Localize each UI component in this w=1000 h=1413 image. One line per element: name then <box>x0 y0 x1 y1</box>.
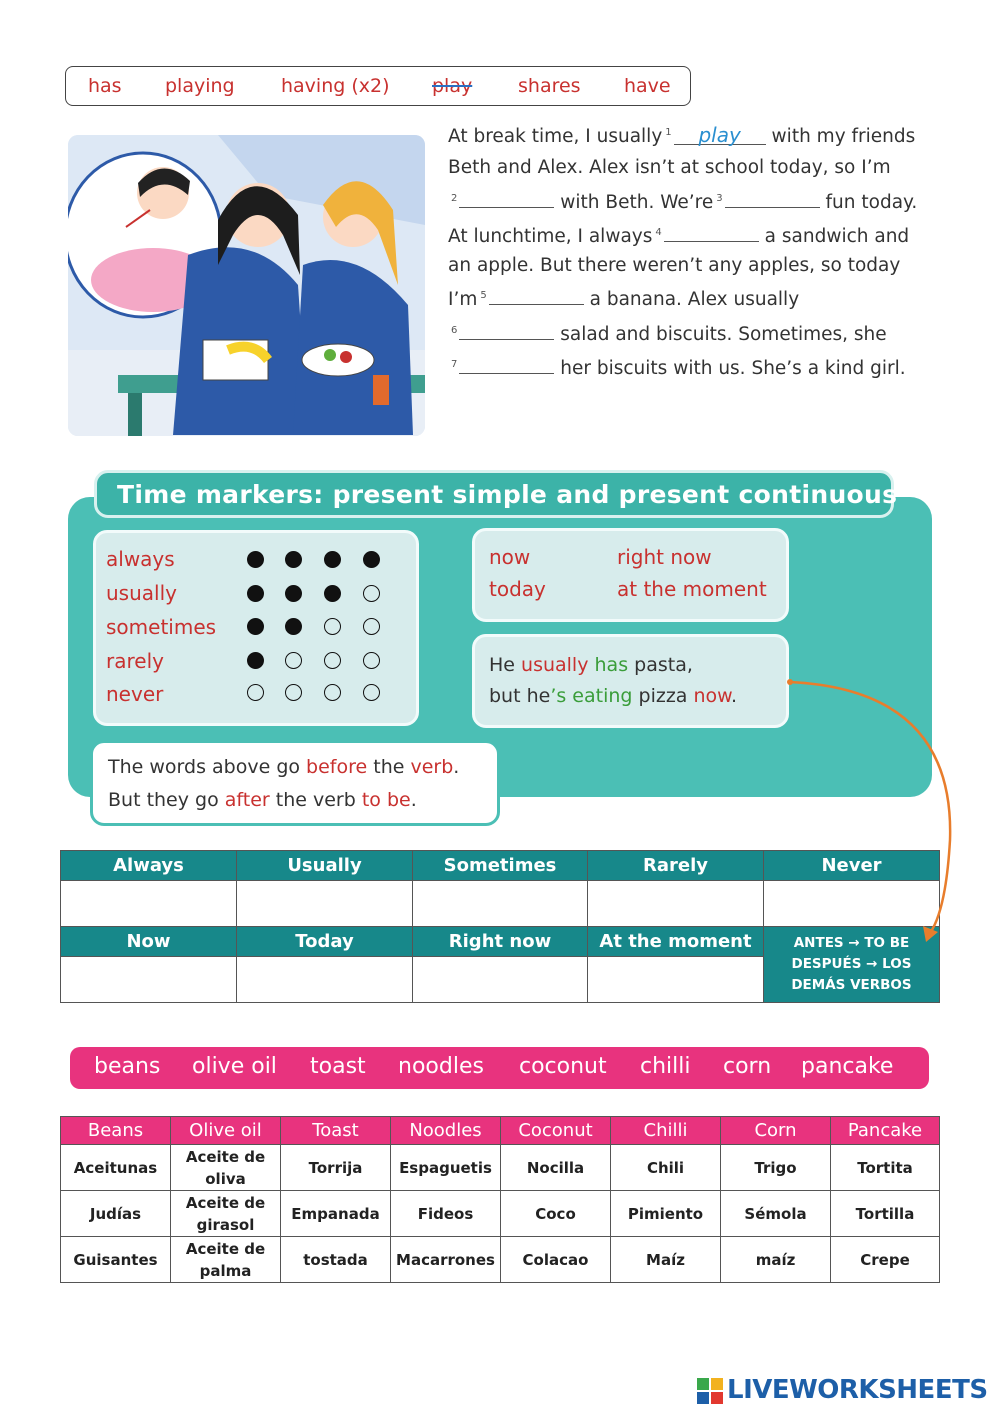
food-header: Coconut <box>501 1117 611 1145</box>
gap-7[interactable] <box>459 356 554 374</box>
food-cell: Macarrones <box>391 1237 501 1283</box>
story-text: At break time, I usually <box>448 126 663 147</box>
rule-keyword: before <box>306 756 368 778</box>
food-cell: maíz <box>721 1237 831 1283</box>
food-word[interactable]: pancake <box>801 1054 894 1079</box>
frequency-dot-empty <box>324 618 341 635</box>
frequency-dot-filled <box>247 551 264 568</box>
frequency-word: sometimes <box>106 615 217 639</box>
marker-right-now: right now <box>617 545 712 569</box>
food-cell: Tortilla <box>831 1191 940 1237</box>
frequency-dot-empty <box>247 684 264 701</box>
gap-number: 3 <box>716 192 723 204</box>
word-bank-item[interactable]: has <box>88 75 122 97</box>
frequency-dot-filled <box>324 551 341 568</box>
food-cell: Colacao <box>501 1237 611 1283</box>
food-header: Toast <box>281 1117 391 1145</box>
food-word[interactable]: corn <box>723 1054 772 1079</box>
example-verb: ’s eating <box>550 685 633 707</box>
table-header: Sometimes <box>413 851 588 881</box>
rule-line <box>108 756 459 778</box>
story-text: with my friends <box>771 126 916 147</box>
gap-number: 7 <box>451 358 458 370</box>
gap-2[interactable] <box>459 190 554 208</box>
food-cell: Aceite de girasol <box>171 1191 281 1237</box>
frequency-word: rarely <box>106 649 164 673</box>
example-text: pasta, <box>628 654 693 676</box>
frequency-dot-empty <box>324 684 341 701</box>
example-line <box>489 685 737 707</box>
story-illustration <box>68 135 425 436</box>
marker-today: today <box>489 577 546 601</box>
time-markers-box <box>472 528 789 622</box>
girls-lunch-illustration <box>68 135 425 436</box>
table-row <box>61 1145 940 1191</box>
example-box <box>472 634 789 728</box>
table-header: Today <box>237 927 413 957</box>
food-word[interactable]: beans <box>94 1054 161 1079</box>
story-text: a sandwich and <box>764 226 910 247</box>
frequency-word: always <box>106 547 175 571</box>
table-header: Usually <box>237 851 413 881</box>
food-cell: Chili <box>611 1145 721 1191</box>
answer-cell[interactable] <box>588 957 764 1003</box>
rule-text: But they go <box>108 789 225 811</box>
food-cell: Coco <box>501 1191 611 1237</box>
food-header: Corn <box>721 1117 831 1145</box>
example-text: He <box>489 654 522 676</box>
story-text: fun today. <box>825 192 918 213</box>
table-header: Never <box>764 851 940 881</box>
frequency-word: never <box>106 682 164 706</box>
example-line <box>489 654 693 676</box>
story-text: with Beth. We’re <box>560 192 714 213</box>
frequency-dot-filled <box>247 618 264 635</box>
gap-1-filled[interactable]: play <box>674 127 766 145</box>
story-line <box>448 157 891 178</box>
table-header: At the moment <box>588 927 764 957</box>
example-verb: has <box>594 654 629 676</box>
logo-icon <box>697 1378 725 1406</box>
answer-cell[interactable] <box>61 881 237 927</box>
gap-number: 5 <box>480 289 487 301</box>
answer-cell[interactable] <box>61 957 237 1003</box>
orange-arrow <box>780 670 970 950</box>
food-cell: Espaguetis <box>391 1145 501 1191</box>
frequency-dot-filled <box>285 618 302 635</box>
food-cell: Maíz <box>611 1237 721 1283</box>
story-text: an apple. But there weren’t any apples, so today <box>448 255 901 276</box>
food-header: Chilli <box>611 1117 721 1145</box>
gap-4[interactable] <box>664 224 759 242</box>
gap-number: 1 <box>665 126 672 138</box>
grammar-title-banner <box>94 470 898 518</box>
food-cell: Aceitunas <box>61 1145 171 1191</box>
frequency-dot-filled <box>247 585 264 602</box>
frequency-dot-filled <box>285 585 302 602</box>
rule-text: the <box>367 756 411 778</box>
rule-text: . <box>453 756 460 778</box>
story-text: I’m <box>448 289 478 310</box>
food-word[interactable]: noodles <box>398 1054 484 1079</box>
story-text: At lunchtime, I always <box>448 226 653 247</box>
food-cell: Tortita <box>831 1145 940 1191</box>
gap-5[interactable] <box>489 287 584 305</box>
story-text: salad and biscuits. Sometimes, she <box>560 324 887 345</box>
story-line <box>448 123 916 147</box>
food-header: Noodles <box>391 1117 501 1145</box>
food-word[interactable]: coconut <box>519 1054 607 1079</box>
story-line <box>448 356 906 379</box>
food-table <box>60 1116 940 1283</box>
gap-number: 6 <box>451 324 458 336</box>
table-header: Always <box>61 851 237 881</box>
story-text: her biscuits with us. She’s a kind girl. <box>560 358 906 379</box>
word-bank-item[interactable]: have <box>624 75 671 97</box>
example-text: pizza <box>632 685 694 707</box>
food-cell: Trigo <box>721 1145 831 1191</box>
word-bank-item[interactable]: playing <box>165 75 235 97</box>
gap-6[interactable] <box>459 322 554 340</box>
example-text: but he <box>489 685 551 707</box>
food-word[interactable]: olive oil <box>192 1054 277 1079</box>
frequency-dot-empty <box>324 652 341 669</box>
word-bank-item[interactable]: having (x2) <box>281 75 390 97</box>
food-header: Beans <box>61 1117 171 1145</box>
food-header: Olive oil <box>171 1117 281 1145</box>
table-header: Right now <box>413 927 588 957</box>
food-word[interactable]: chilli <box>640 1054 691 1079</box>
note-line: ANTES → TO BE <box>793 935 910 951</box>
word-bank-item-used[interactable]: play <box>432 75 473 97</box>
food-cell: Nocilla <box>501 1145 611 1191</box>
table-header: Rarely <box>588 851 764 881</box>
logo-text: LIVEWORKSHEETS <box>727 1375 988 1405</box>
food-word[interactable]: toast <box>310 1054 366 1079</box>
table-row <box>61 1191 940 1237</box>
story-line <box>448 322 887 345</box>
table-row <box>61 1237 940 1283</box>
rule-text: the verb <box>269 789 362 811</box>
rule-text: . <box>410 789 417 811</box>
frequency-dot-empty <box>285 684 302 701</box>
frequency-dot-empty <box>363 652 380 669</box>
frequency-dot-filled <box>285 551 302 568</box>
example-frequency-word: usually <box>521 654 589 676</box>
story-line <box>448 224 909 247</box>
frequency-dot-filled <box>324 585 341 602</box>
gap-3[interactable] <box>725 190 820 208</box>
answer-cell[interactable] <box>237 957 413 1003</box>
story-text: Beth and Alex. Alex isn’t at school today, so I’m <box>448 157 891 178</box>
answer-cell[interactable] <box>413 881 588 927</box>
food-cell: Guisantes <box>61 1237 171 1283</box>
rule-keyword: after <box>224 789 270 811</box>
marker-at-the-moment: at the moment <box>617 577 767 601</box>
rule-box <box>90 740 500 826</box>
example-text: . <box>730 685 738 707</box>
food-cell: Pimiento <box>611 1191 721 1237</box>
food-cell: Fideos <box>391 1191 501 1237</box>
frequency-dot-empty <box>363 585 380 602</box>
rule-keyword: to be <box>361 789 411 811</box>
story-line <box>448 190 917 213</box>
frequency-dot-empty <box>285 652 302 669</box>
food-cell: tostada <box>281 1237 391 1283</box>
story-line <box>448 287 799 310</box>
rule-text: The words above go <box>108 756 307 778</box>
gap-number: 2 <box>451 192 458 204</box>
frequency-dot-filled <box>363 551 380 568</box>
gap-number: 4 <box>655 226 662 238</box>
food-word-bank <box>70 1047 929 1089</box>
word-bank <box>65 66 691 106</box>
rule-line <box>108 789 417 811</box>
example-time-marker: now <box>693 685 731 707</box>
answer-cell[interactable] <box>588 881 764 927</box>
story-text: a banana. Alex usually <box>589 289 800 310</box>
food-cell: Aceite de palma <box>171 1237 281 1283</box>
story-line <box>448 255 900 276</box>
marker-now: now <box>489 545 531 569</box>
table-header: Now <box>61 927 237 957</box>
food-cell: Judías <box>61 1191 171 1237</box>
answer-cell[interactable] <box>413 957 588 1003</box>
frequency-word: usually <box>106 581 177 605</box>
answer-cell[interactable] <box>237 881 413 927</box>
rule-keyword: verb <box>410 756 454 778</box>
food-cell: Torrija <box>281 1145 391 1191</box>
food-header: Pancake <box>831 1117 940 1145</box>
note-line: DEMÁS VERBOS <box>791 977 912 993</box>
frequency-dot-empty <box>363 684 380 701</box>
food-cell: Empanada <box>281 1191 391 1237</box>
food-cell: Crepe <box>831 1237 940 1283</box>
word-bank-item[interactable]: shares <box>518 75 581 97</box>
frequency-dot-empty <box>363 618 380 635</box>
food-cell: Aceite de oliva <box>171 1145 281 1191</box>
food-cell: Sémola <box>721 1191 831 1237</box>
note-line: DESPUÉS → LOS <box>791 956 912 972</box>
frequency-dot-filled <box>247 652 264 669</box>
grammar-title: Time markers: present simple and present continuous <box>117 480 898 509</box>
